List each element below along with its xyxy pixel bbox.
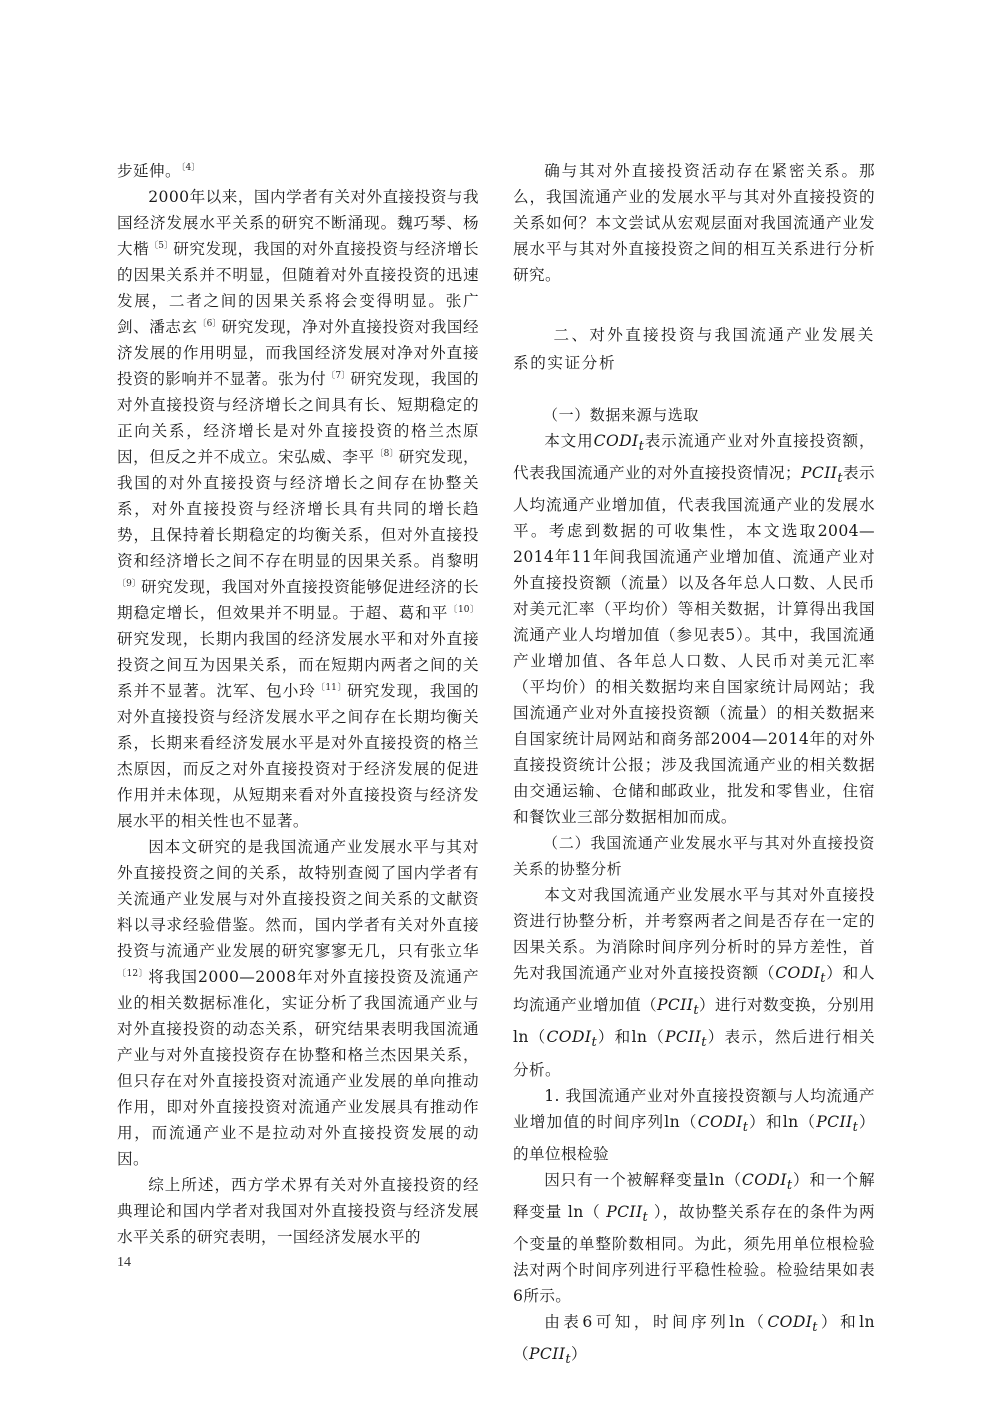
paragraph: 综上所述，西方学术界有关对外直接投资的经典理论和国内学者对我国对外直接投资与经济发展水平关系的研究表明，一国经济发展水平的: [117, 1176, 479, 1246]
citation: 〔11〕: [315, 682, 348, 693]
variable-codi: $CODI_t$: [593, 432, 645, 455]
left-column: [117, 158, 479, 1250]
variable-codi: $CODI_t$: [697, 1112, 749, 1135]
numbered-heading: 1. 我国流通产业对外直接投资额与人均流通产业增加值的时间序列$\ln(CODI_t)$和$\ln(PCII_t)$的单位根检验: [513, 1086, 875, 1163]
variable-pcii: $PCII_t$: [606, 1202, 649, 1225]
right-column: [513, 158, 875, 1373]
variable-codi: $CODI_t$: [775, 964, 826, 987]
paragraph: 步延伸。$^{〔4〕}$: [117, 162, 201, 180]
variable-pcii: $PCII_t$: [664, 1028, 707, 1051]
variable-codi: $CODI_t$: [741, 1170, 793, 1193]
citation: 〔7〕: [326, 370, 351, 381]
variable-pcii: $PCII_t$: [801, 464, 843, 487]
citation: 〔8〕: [374, 448, 399, 459]
variable-pcii: $PCII_t$: [529, 1344, 571, 1368]
citation: 〔10〕: [448, 604, 479, 615]
variable-codi: $CODI_t$: [767, 1312, 818, 1335]
paragraph: 本文用$CODI_t$表示流通产业对外直接投资额，代表我国流通产业的对外直接投资情况；$PCII_t$表示人均流通产业增加值，代表我国流通产业的发展水平。考虑到数据的可收集性，本文选取2004—2014年11年间我国流通产业增加值、流通产业对外直接投资额（流量）以及各年总人口数、人民币对美元汇率（平均价）等相关数据，计算得出我国流通产业人均增加值（参见表5）。其中，我国流通产业增加值、各年总人口数、人民币对美元汇率（平均价）的相关数据均来自国家统计局网站；我国流通产业对外直接投资额（流量）的相关数据来自国家统计局网站和商务部2004—2014年的对外直接投资统计公报；涉及我国流通产业的相关数据由交通运输、仓储和邮政业，批发和零售业，住宿和餐饮业三部分数据相加而成。: [513, 432, 875, 827]
paragraph: 本文对我国流通产业发展水平与其对外直接投资进行协整分析，并考察两者之间是否存在一定的因果关系。为消除时间序列分析时的异方差性，首先对我国流通产业对外直接投资额$(CODI_t)$和人均流通产业增加值$(PCII_t)$进行对数变换，分别用$\ln(CODI_t)$和$\ln(PCII_t)$表示，然后进行相关分析。: [513, 886, 875, 1079]
section-heading: 二、对外直接投资与我国流通产业发展关系的实证分析: [513, 326, 875, 372]
citation: 〔9〕: [117, 578, 142, 589]
citation: 〔6〕: [197, 318, 222, 329]
paragraph: 确与其对外直接投资活动存在紧密关系。那么，我国流通产业的发展水平与其对外直接投资的关系如何？本文尝试从宏观层面对我国流通产业发展水平与其对外直接投资之间的相互关系进行分析研究。: [513, 162, 875, 284]
subsection-heading: （二）我国流通产业发展水平与其对外直接投资关系的协整分析: [513, 834, 875, 879]
citation: 〔12〕: [117, 968, 149, 979]
citation: 〔4〕: [180, 162, 201, 173]
citation: 〔5〕: [149, 240, 174, 251]
paragraph: 因本文研究的是我国流通产业发展水平与其对外直接投资之间的关系，故特别查阅了国内学者有关流通产业发展与对外直接投资之间关系的文献资料以寻求经验借鉴。然而，国内学者有关对外直接投资与流通产业发展的研究寥寥无几，只有张立华$^{〔12〕}$将我国2000—2008年对外直接投资及流通产业的相关数据标准化，实证分析了我国流通产业与对外直接投资的动态关系，研究结果表明我国流通产业与对外直接投资存在协整和格兰杰因果关系，但只存在对外直接投资对流通产业发展的单向推动作用，即对外直接投资对流通产业发展具有推动作用，而流通产业不是拉动对外直接投资发展的动因。: [117, 838, 479, 1168]
paragraph: 由表6可知，时间序列$\ln(CODI_t)$和$\ln(PCII_t)$: [513, 1312, 875, 1368]
variable-pcii: $PCII_t$: [816, 1112, 859, 1135]
page-number: 14: [117, 1255, 131, 1270]
variable-codi: $CODI_t$: [546, 1028, 598, 1051]
subsection-heading: （一）数据来源与选取: [543, 406, 700, 424]
paragraph: 2000年以来，国内学者有关对外直接投资与我国经济发展水平关系的研究不断涌现。魏巧琴、杨大楷$^{〔5〕}$研究发现，我国的对外直接投资与经济增长的因果关系并不明显，但随着对外直接投资的迅速发展，二者之间的因果关系将会变得明显。张广剑、潘志玄$^{〔6〕}$研究发现，净对外直接投资对我国经济发展的作用明显，而我国经济发展对净对外直接投资的影响并不显著。张为付$^{〔7〕}$研究发现，我国的对外直接投资与经济增长之间具有长、短期稳定的正向关系，经济增长是对外直接投资的格兰杰原因，但反之并不成立。宋弘威、李平$^{〔8〕}$研究发现，我国的对外直接投资与经济增长之间存在协整关系，对外直接投资与经济增长具有共同的增长趋势，且保持着长期稳定的均衡关系，但对外直接投资和经济增长之间不存在明显的因果关系。肖黎明$^{〔9〕}$研究发现，我国对外直接投资能够促进经济的长期稳定增长，但效果并不明显。于超、葛和平$^{〔10〕}$研究发现，长期内我国的经济发展水平和对外直接投资之间互为因果关系，而在短期内两者之间的关系并不显著。沈军、包小玲$^{〔11〕}$研究发现，我国的对外直接投资与经济发展水平之间存在长期均衡关系，长期来看经济发展水平是对外直接投资的格兰杰原因，而反之对外直接投资对于经济发展的促进作用并未体现，从短期来看对外直接投资与经济发展水平的相关性也不显著。: [117, 188, 480, 830]
paragraph: 因只有一个被解释变量$\ln(CODI_t)$和一个解释变量 ln（ $PCII_t$ ），故协整关系存在的条件为两个变量的单整阶数相同。为此，须先用单位根检验法对两个时间序列进行平稳性检验。检验结果如表6所示。: [513, 1170, 875, 1305]
variable-pcii: $PCII_t$: [657, 996, 699, 1019]
